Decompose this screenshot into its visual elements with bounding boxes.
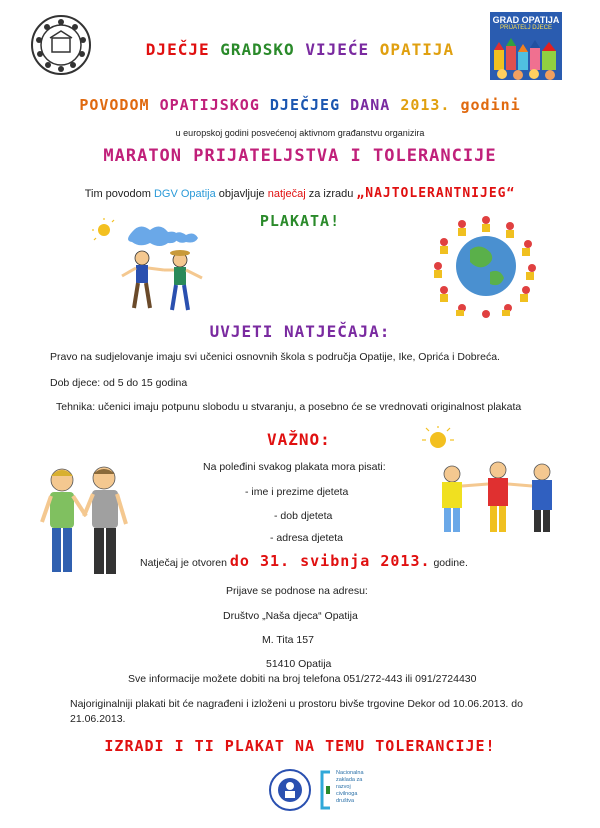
deadline-date: do 31. svibnja 2013. xyxy=(229,552,431,570)
header-word-3: VIJEĆE xyxy=(305,40,370,59)
address-city: 51410 Opatija xyxy=(266,658,332,670)
occasion-word-3: DJEČJEG xyxy=(269,96,341,114)
announcement-line xyxy=(0,186,600,201)
deadline-prefix: Natječaj je otvoren xyxy=(140,557,227,569)
header-word-4: OPATIJA xyxy=(379,40,455,59)
marathon-title: MARATON PRIJATELJSTVA I TOLERANCIJE xyxy=(103,146,497,166)
badge-line-2: PRIJATELJ DJECE xyxy=(500,25,552,31)
header-word-1: DJEČJE xyxy=(145,40,210,59)
call-to-action: IZRADI I TI PLAKAT NA TEMU TOLERANCIJE! xyxy=(104,737,496,755)
children-drawing xyxy=(92,218,222,318)
foundation-line-5: društva xyxy=(336,798,355,804)
announcement-org: DGV Opatija xyxy=(153,188,216,200)
conditions-heading: UVJETI NATJEČAJA: xyxy=(209,322,391,341)
foundation-line-1: Nacionalna xyxy=(336,770,364,776)
important-item-2: - dob djeteta xyxy=(274,510,333,522)
occasion-word-1: POVODOM xyxy=(79,96,150,114)
conditions-technique: Tehnika: učenici imaju potpunu slobodu u stvaranju, a posebno će se vrednovati originalnost plakata xyxy=(56,401,522,413)
occasion-line xyxy=(0,96,600,114)
announcement-part-1: Tim povodom xyxy=(84,188,151,200)
address-org: Društvo „Naša djeca“ Opatija xyxy=(223,610,358,622)
announcement-highlight: „NAJTOLERANTNIJEG“ xyxy=(356,186,516,201)
info-line: Sve informacije možete dobiti na broj telefona 051/272-443 ili 091/2724430 xyxy=(128,673,477,685)
grad-opatija-badge xyxy=(490,12,562,80)
nasa-djeca-logo xyxy=(268,768,312,812)
foundation-line-3: razvoj xyxy=(336,784,351,790)
deadline-suffix: godine. xyxy=(433,557,468,569)
address-intro: Prijave se podnose na adresu: xyxy=(226,585,368,597)
plakata-heading: PLAKATA! xyxy=(259,212,341,230)
occasion-word-4: DANA xyxy=(350,96,391,114)
occasion-word-6: godini xyxy=(460,96,521,114)
adults-drawing xyxy=(30,462,140,580)
announcement-part-3: za izradu xyxy=(308,188,354,200)
exhibition-line: Najoriginalniji plakati bit će nagrađeni i izloženi u prostoru bivše trgovine Dekor od 10.06.2013. do 21.06.2013. xyxy=(70,698,523,725)
foundation-line-2: zaklada za xyxy=(336,777,363,783)
important-item-1: - ime i prezime djeteta xyxy=(245,486,349,498)
important-item-3: - adresa djeteta xyxy=(270,532,343,544)
foundation-line-4: civilnoga xyxy=(336,791,358,797)
occasion-subtitle: u europskoj godini posvećenoj aktivnom građanstvu organizira xyxy=(175,128,425,138)
earth-drawing xyxy=(430,210,542,322)
important-heading: VAŽNO: xyxy=(267,430,331,449)
conditions-participation: Pravo na sudjelovanje imaju svi učenici osnovnih škola s područja Opatije, Ike, Oprića i Dobreća. xyxy=(50,351,500,363)
occasion-word-2: OPATIJSKOG xyxy=(159,96,260,114)
header-word-2: GRADSKO xyxy=(220,40,295,59)
deadline-line xyxy=(140,552,480,570)
foundation-logo xyxy=(320,770,390,814)
important-intro: Na poleđini svakog plakata mora pisati: xyxy=(203,461,386,473)
conditions-age: Dob djece: od 5 do 15 godina xyxy=(50,377,188,389)
occasion-word-5: 2013. xyxy=(400,96,451,114)
announcement-natjecaj: natječaj xyxy=(267,188,306,200)
address-street: M. Tita 157 xyxy=(262,634,314,646)
announcement-part-2: objavljuje xyxy=(218,188,265,200)
three-kids-drawing xyxy=(412,426,572,538)
badge-line-1: GRAD OPATIJA xyxy=(492,15,560,25)
